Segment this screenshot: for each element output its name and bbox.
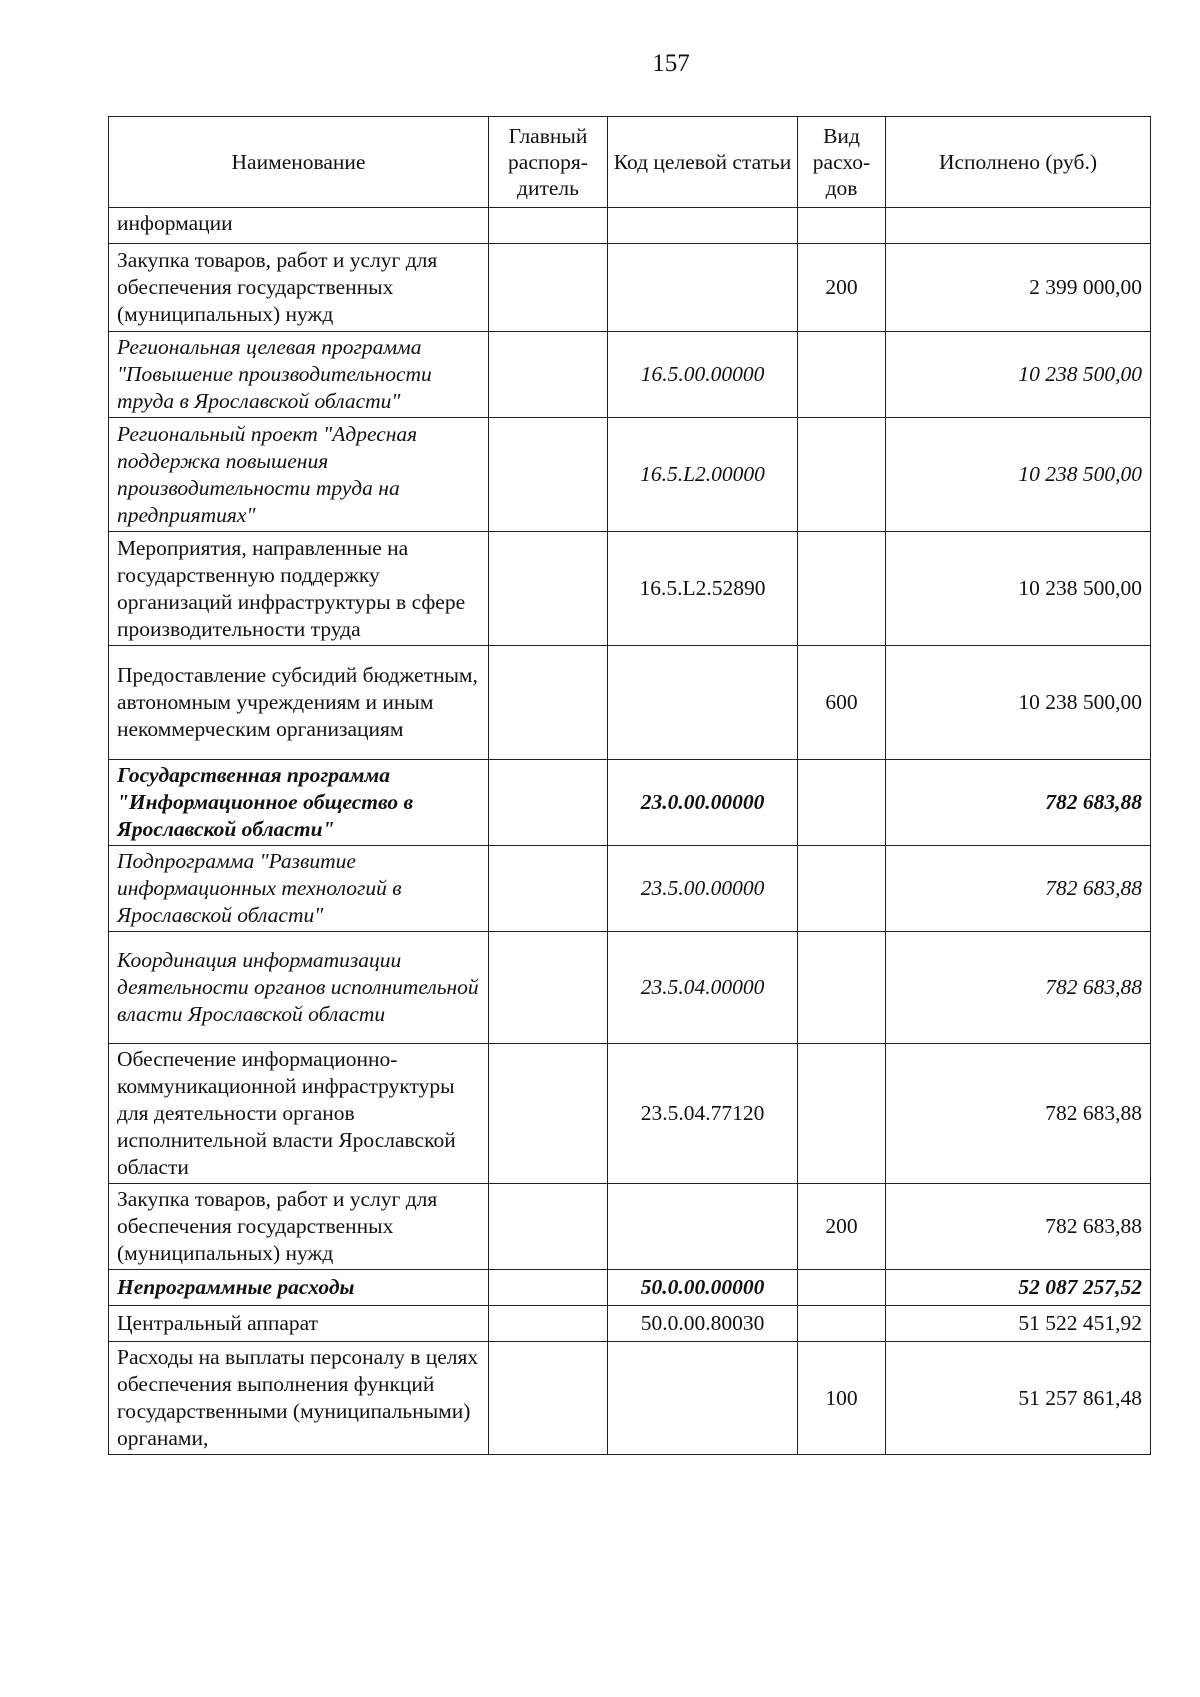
row-expense-type <box>798 1306 886 1342</box>
row-manager <box>489 1270 608 1306</box>
row-executed: 10 238 500,00 <box>886 532 1151 646</box>
row-manager <box>489 1306 608 1342</box>
table-row <box>109 646 1151 760</box>
row-expense-type <box>798 418 886 532</box>
table-row <box>109 1184 1151 1270</box>
row-executed <box>886 208 1151 244</box>
table-row <box>109 1342 1151 1455</box>
row-executed: 782 683,88 <box>886 932 1151 1044</box>
header-executed: Исполнено (руб.) <box>886 117 1151 208</box>
row-expense-type <box>798 332 886 418</box>
row-target-code: 23.5.04.00000 <box>608 932 798 1044</box>
row-manager <box>489 1184 608 1270</box>
row-target-code: 23.5.04.77120 <box>608 1044 798 1184</box>
row-target-code <box>608 646 798 760</box>
row-manager <box>489 244 608 332</box>
table-row <box>109 332 1151 418</box>
row-expense-type <box>798 760 886 846</box>
row-expense-type <box>798 208 886 244</box>
row-expense-type <box>798 846 886 932</box>
row-manager <box>489 1044 608 1184</box>
row-target-code <box>608 1342 798 1455</box>
row-executed: 52 087 257,52 <box>886 1270 1151 1306</box>
row-manager <box>489 760 608 846</box>
row-name: Закупка товаров, работ и услуг для обеспечения государственных (муниципальных) нужд <box>109 1184 489 1270</box>
table-row <box>109 244 1151 332</box>
row-name: Предоставление субсидий бюджетным, автономным учреждениям и иным некоммерческим организациям <box>109 646 489 760</box>
row-name: Центральный аппарат <box>109 1306 489 1342</box>
row-manager <box>489 932 608 1044</box>
row-expense-type: 600 <box>798 646 886 760</box>
row-name: Подпрограмма "Развитие информационных технологий в Ярославской области" <box>109 846 489 932</box>
row-executed: 10 238 500,00 <box>886 418 1151 532</box>
row-target-code: 16.5.L2.52890 <box>608 532 798 646</box>
row-manager <box>489 332 608 418</box>
row-expense-type <box>798 532 886 646</box>
row-target-code: 16.5.L2.00000 <box>608 418 798 532</box>
row-expense-type: 200 <box>798 1184 886 1270</box>
table-row <box>109 846 1151 932</box>
budget-table <box>108 116 1151 1455</box>
table-row <box>109 1270 1151 1306</box>
row-executed: 782 683,88 <box>886 760 1151 846</box>
header-name: Наименование <box>109 117 489 208</box>
row-manager <box>489 208 608 244</box>
row-target-code <box>608 244 798 332</box>
row-executed: 51 522 451,92 <box>886 1306 1151 1342</box>
header-target-code: Код целевой статьи <box>608 117 798 208</box>
row-manager <box>489 532 608 646</box>
row-name: Мероприятия, направленные на государственную поддержку организаций инфраструктуры в сфере производительности труда <box>109 532 489 646</box>
row-expense-type: 200 <box>798 244 886 332</box>
table-body <box>109 208 1151 1455</box>
header-expense-type: Вид расхо-дов <box>798 117 886 208</box>
row-target-code: 23.0.00.00000 <box>608 760 798 846</box>
row-expense-type: 100 <box>798 1342 886 1455</box>
page-number: 157 <box>652 50 690 77</box>
row-name: Региональный проект "Адресная поддержка повышения производительности труда на предприятиях" <box>109 418 489 532</box>
row-name: Координация информатизации деятельности органов исполнительной власти Ярославской области <box>109 932 489 1044</box>
row-name: Расходы на выплаты персоналу в целях обеспечения выполнения функций государственными (муниципальными) органами, <box>109 1342 489 1455</box>
row-target-code: 23.5.00.00000 <box>608 846 798 932</box>
row-executed: 10 238 500,00 <box>886 332 1151 418</box>
table-row <box>109 1044 1151 1184</box>
table-row <box>109 532 1151 646</box>
row-manager <box>489 418 608 532</box>
row-executed: 782 683,88 <box>886 1044 1151 1184</box>
row-expense-type <box>798 932 886 1044</box>
row-target-code <box>608 208 798 244</box>
row-target-code: 50.0.00.80030 <box>608 1306 798 1342</box>
row-expense-type <box>798 1270 886 1306</box>
row-executed: 51 257 861,48 <box>886 1342 1151 1455</box>
table-row <box>109 208 1151 244</box>
row-name: Закупка товаров, работ и услуг для обеспечения государственных (муниципальных) нужд <box>109 244 489 332</box>
row-executed: 2 399 000,00 <box>886 244 1151 332</box>
row-executed: 782 683,88 <box>886 1184 1151 1270</box>
row-name: Обеспечение информационно-коммуникационной инфраструктуры для деятельности органов исполнительной власти Ярославской области <box>109 1044 489 1184</box>
table-row <box>109 1306 1151 1342</box>
table-row <box>109 418 1151 532</box>
row-manager <box>489 646 608 760</box>
table-header-row <box>109 117 1151 208</box>
row-expense-type <box>798 1044 886 1184</box>
row-executed: 10 238 500,00 <box>886 646 1151 760</box>
row-target-code: 16.5.00.00000 <box>608 332 798 418</box>
row-manager <box>489 1342 608 1455</box>
header-manager: Главный распоря-дитель <box>489 117 608 208</box>
row-target-code: 50.0.00.00000 <box>608 1270 798 1306</box>
row-manager <box>489 846 608 932</box>
row-executed: 782 683,88 <box>886 846 1151 932</box>
table-row <box>109 932 1151 1044</box>
row-name: Региональная целевая программа "Повышение производительности труда в Ярославской области" <box>109 332 489 418</box>
row-target-code <box>608 1184 798 1270</box>
row-name: информации <box>109 208 489 244</box>
row-name: Непрограммные расходы <box>109 1270 489 1306</box>
row-name: Государственная программа "Информационное общество в Ярославской области" <box>109 760 489 846</box>
table-row <box>109 760 1151 846</box>
